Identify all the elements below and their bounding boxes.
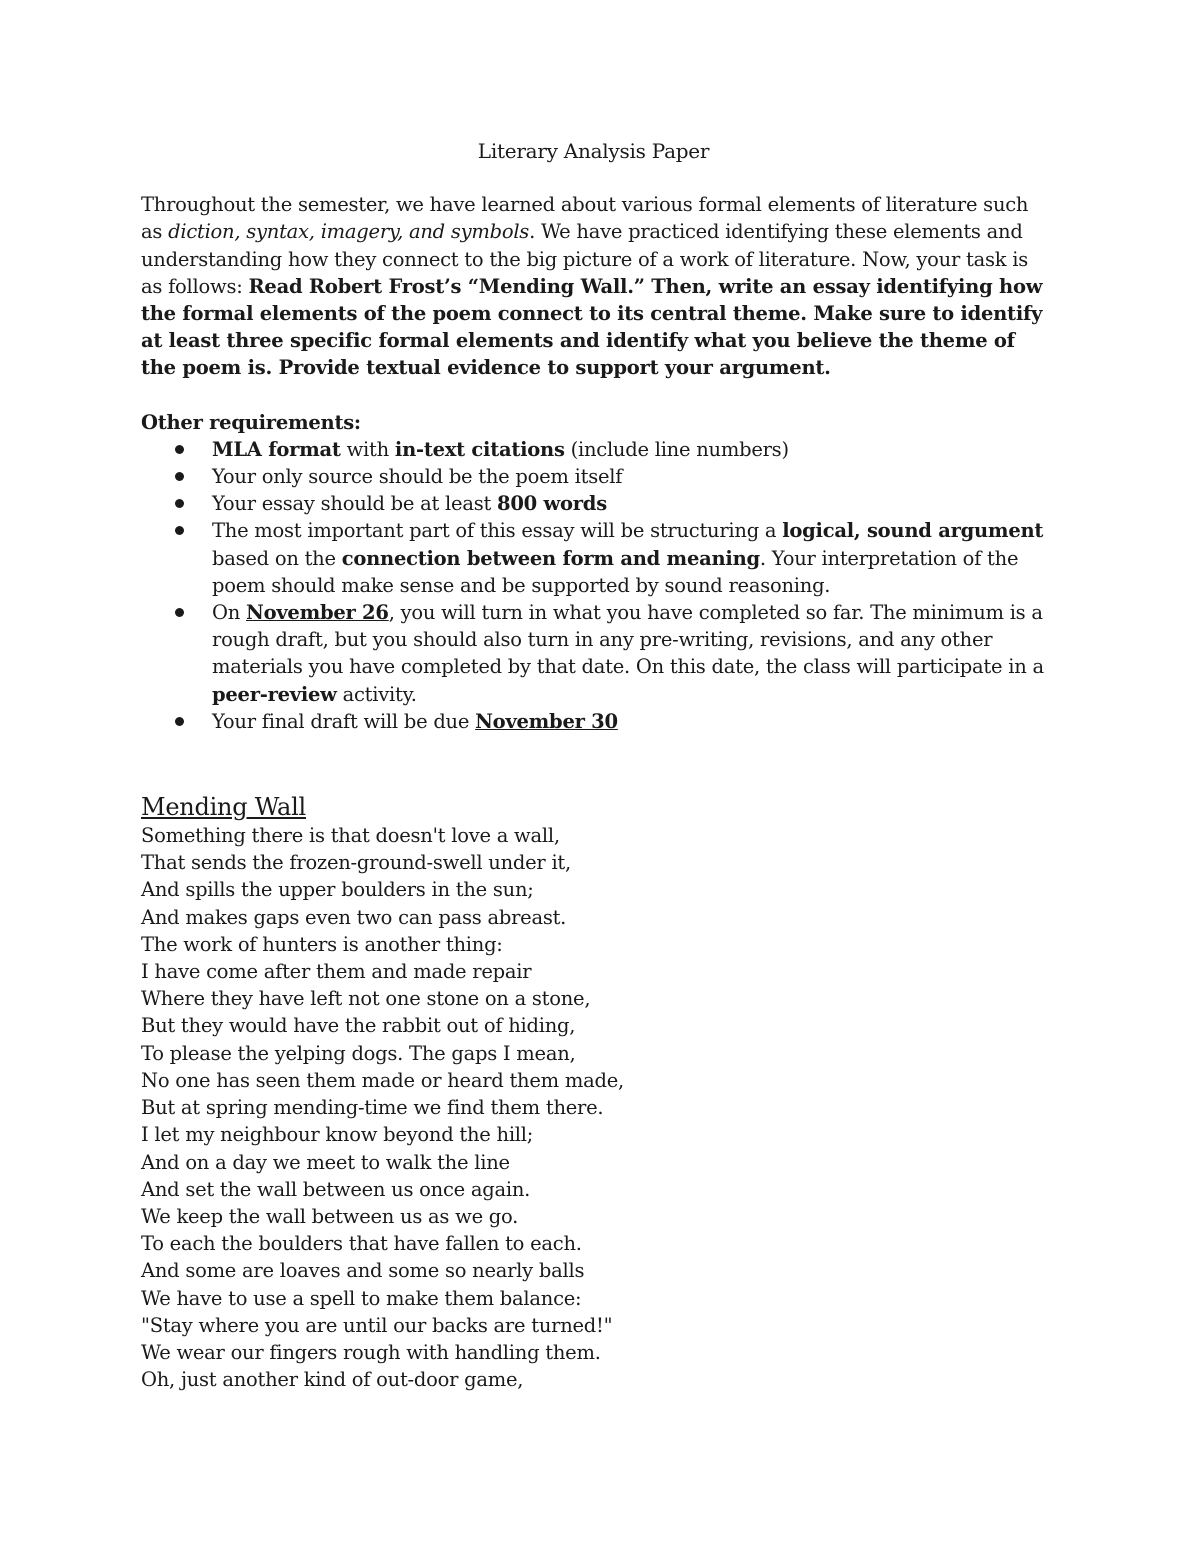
poem-line: The work of hunters is another thing:: [141, 932, 503, 956]
req-text: Your only source should be the poem itself: [212, 465, 623, 489]
req-date: November 30: [475, 709, 618, 733]
list-item: [141, 708, 1046, 735]
bullet-icon: [175, 472, 184, 481]
req-text: Your essay should be at least: [212, 492, 497, 516]
list-item: [141, 490, 1046, 517]
bullet-icon: [175, 717, 184, 726]
poem-line: To each the boulders that have fallen to each.: [141, 1232, 582, 1256]
intro-elements-italic: diction, syntax, imagery, and symbols: [168, 220, 530, 244]
req-bold: peer-review: [212, 682, 337, 706]
bullet-icon: [175, 499, 184, 508]
poem-line: To please the yelping dogs. The gaps I mean,: [141, 1041, 576, 1065]
poem-line: And set the wall between us once again.: [141, 1177, 531, 1201]
requirements-list: [141, 436, 1046, 735]
req-bold: logical, sound argument: [782, 519, 1044, 543]
bullet-icon: [175, 445, 184, 454]
req-bold: in-text citations: [394, 437, 565, 461]
intro-paragraph: [141, 191, 1046, 381]
intro-text-2: . We have practiced identifying these elements and understanding how they connect to the big picture of a work of literature. Now, your task is as follows:: [141, 220, 1028, 298]
poem-line: But they would have the rabbit out of hiding,: [141, 1014, 576, 1038]
list-item: [141, 463, 1046, 490]
req-text: with: [340, 437, 395, 461]
poem-line: I have come after them and made repair: [141, 960, 532, 984]
poem-line: And on a day we meet to walk the line: [141, 1150, 510, 1174]
poem-line: Something there is that doesn't love a wall,: [141, 824, 560, 848]
req-text: On: [212, 601, 246, 625]
req-text: The most important part of this essay will be structuring a: [212, 519, 783, 543]
req-text: activity.: [336, 682, 417, 706]
list-item: [141, 517, 1046, 599]
poem-line: No one has seen them made or heard them made,: [141, 1068, 624, 1092]
intro-text-1: Throughout the semester, we have learned about various formal elements of literature such as: [141, 193, 1029, 244]
poem-line: I let my neighbour know beyond the hill;: [141, 1123, 534, 1147]
poem-line: We keep the wall between us as we go.: [141, 1204, 519, 1228]
poem-title: Mending Wall: [141, 793, 306, 822]
list-item: [141, 599, 1046, 708]
poem-line: "Stay where you are until our backs are turned!": [141, 1313, 613, 1337]
bullet-icon: [175, 526, 184, 535]
req-bold: MLA format: [212, 437, 341, 461]
req-bold: connection between form and meaning: [341, 546, 760, 570]
intro-task-bold: Read Robert Frost’s “Mending Wall.” Then, write an essay identifying how the formal elements of the poem connect to its central theme. Make sure to identify at least three specific formal elements and identify what you believe the theme of the poem is. Provide textual evidence to support your argument.: [141, 274, 1043, 380]
poem-line: And some are loaves and some so nearly balls: [141, 1259, 585, 1283]
poem-line: We wear our fingers rough with handling them.: [141, 1340, 601, 1364]
poem-line: And spills the upper boulders in the sun;: [141, 878, 534, 902]
poem-line: Oh, just another kind of out-door game,: [141, 1368, 524, 1392]
poem-line: But at spring mending-time we find them there.: [141, 1096, 604, 1120]
poem-body: [141, 822, 1046, 1393]
document-title: Literary Analysis Paper: [477, 139, 710, 163]
req-text: . Your interpretation of the poem should make sense and be supported by sound reasoning.: [212, 546, 1019, 597]
poem-line: And makes gaps even two can pass abreast.: [141, 905, 567, 929]
req-text: (include line numbers): [564, 437, 789, 461]
poem-line: That sends the frozen-ground-swell under it,: [141, 851, 571, 875]
req-text: , you will turn in what you have completed so far. The minimum is a rough draft, but you should also turn in any pre-writing, revisions, and any other materials you have completed by that date. On this date, the class will participate in a: [212, 601, 1044, 679]
document-page: [141, 138, 1046, 1393]
req-text: based on the: [212, 546, 342, 570]
poem-line: We have to use a spell to make them balance:: [141, 1286, 582, 1310]
requirements-heading: Other requirements:: [141, 410, 361, 434]
poem-line: Where they have left not one stone on a stone,: [141, 987, 591, 1011]
req-date: November 26: [246, 601, 389, 625]
list-item: [141, 436, 1046, 463]
req-bold: 800 words: [497, 492, 607, 516]
req-text: Your final draft will be due: [212, 709, 476, 733]
bullet-icon: [175, 608, 184, 617]
